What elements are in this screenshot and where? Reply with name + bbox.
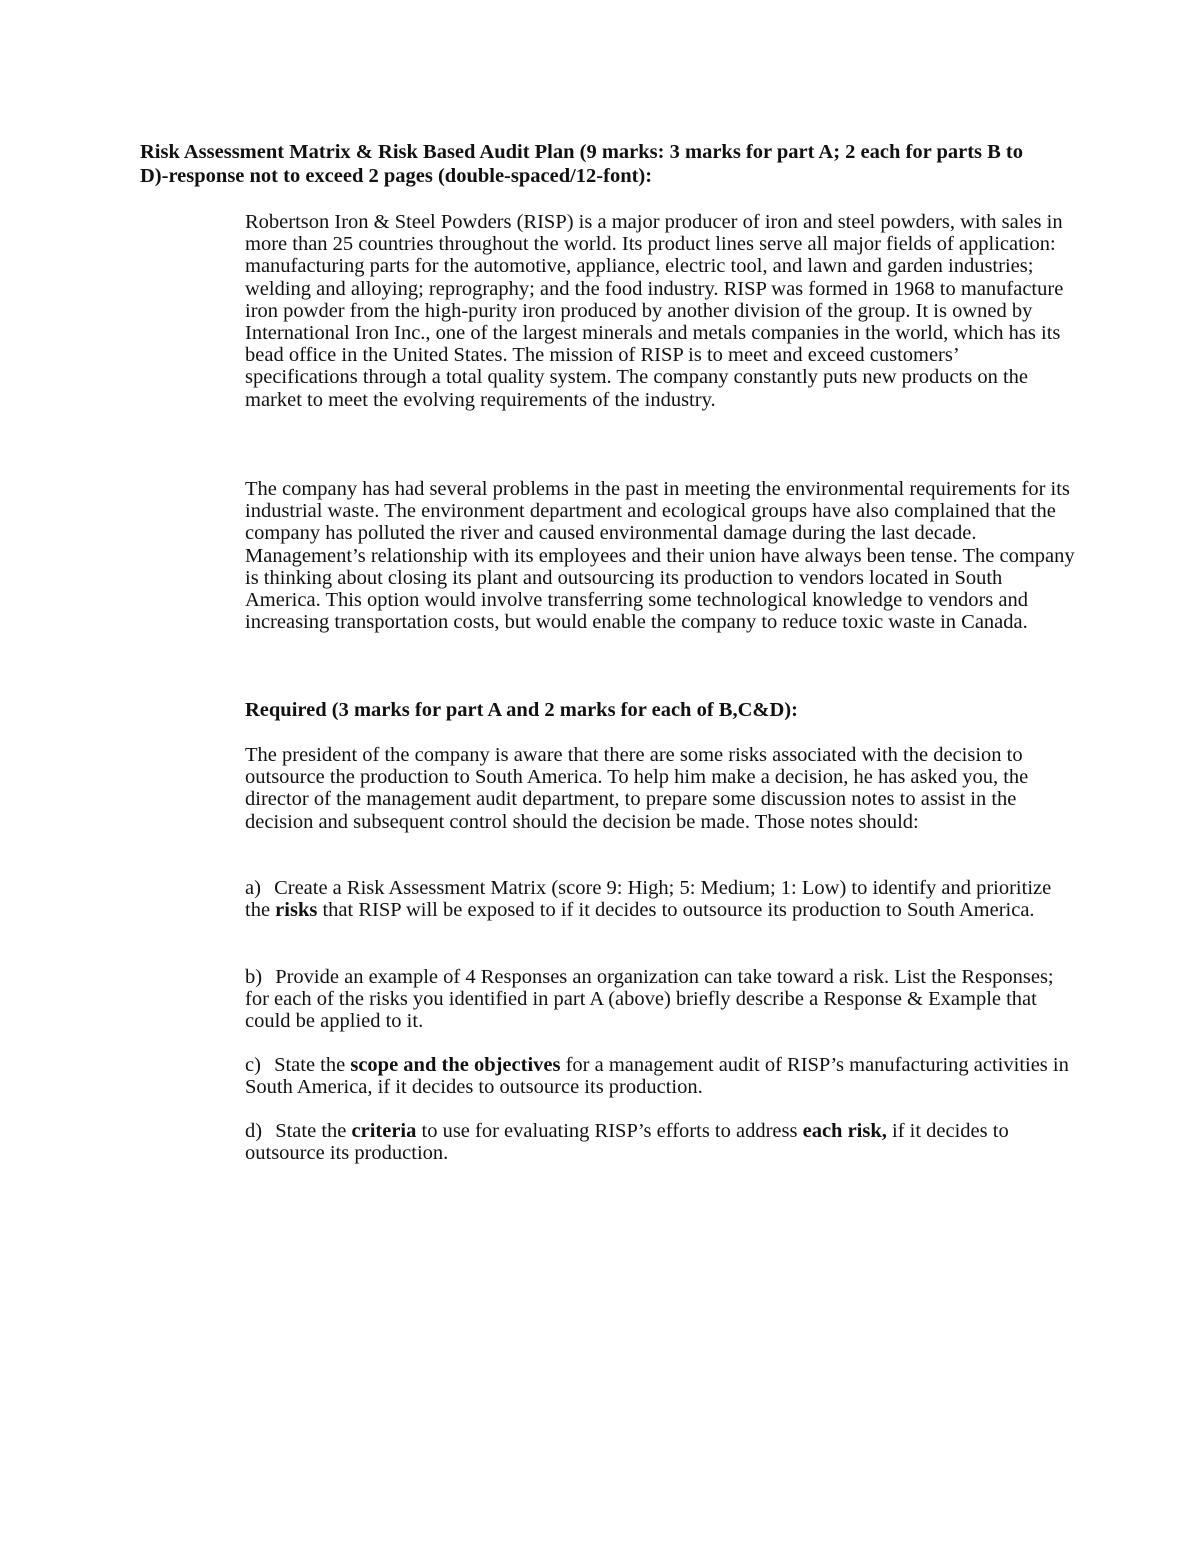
question-item-d: [245, 1120, 1075, 1164]
company-description-paragraph: Robertson Iron & Steel Powders (RISP) is a major producer of iron and steel powders, with sales in more than 25 countries throughout the world. Its product lines serve all major fields of application: manufacturing parts for the automotive, appliance, electric tool, and lawn and garden industries; welding and alloying; reprography; and the food industry. RISP was formed in 1968 to manufacture iron powder from the high-purity iron produced by another division of the group. It is owned by International Iron Inc., one of the largest minerals and metals companies in the world, which has its bead office in the United States. The mission of RISP is to meet and exceed customers’ specifications through a total quality system. The company constantly puts new products on the market to meet the evolving requirements of the industry.: [245, 211, 1064, 411]
item-emphasis: risks: [275, 899, 318, 922]
item-text: Create a Risk Assessment Matrix (score 9: High; 5: Medium; 1: Low) to identify and prioritize the: [245, 877, 1052, 922]
question-item-b: [245, 966, 1075, 1033]
environmental-issues-paragraph: The company has had several problems in the past in meeting the environmental requirements for its industrial waste. The environment department and ecological groups have also complained that the company has polluted the river and caused environmental damage during the last decade. Management’s relationship with its employees and their union have always been tense. The company is thinking about closing its plant and outsourcing its production to vendors located in South America. This option would involve transferring some technological knowledge to vendors and increasing transportation costs, but would enable the company to reduce toxic waste in Canada.: [245, 478, 1075, 634]
item-text: if it decides to outsource its production.: [245, 1120, 1009, 1165]
item-text: that RISP will be exposed to if it decides to outsource its production to South America.: [322, 899, 1035, 922]
item-emphasis: scope and the objectives: [350, 1054, 561, 1076]
item-text: State the: [274, 1054, 346, 1076]
question-item-a: [245, 877, 1075, 921]
item-label: d): [245, 1120, 263, 1142]
assignment-title: Risk Assessment Matrix & Risk Based Audit Plan (9 marks: 3 marks for part A; 2 each for parts B to D)-response not to exceed 2 pages (double-spaced/12-font):: [140, 141, 1024, 187]
item-emphasis: criteria: [351, 1120, 417, 1142]
item-text: to use for evaluating RISP’s efforts to address: [421, 1120, 798, 1142]
question-item-c: [245, 1054, 1075, 1098]
item-label: a): [245, 877, 261, 899]
required-heading: Required (3 marks for part A and 2 marks for each of B,C&D):: [245, 699, 798, 721]
item-emphasis: each risk,: [802, 1120, 887, 1142]
president-request-paragraph: The president of the company is aware that there are some risks associated with the decision to outsource the production to South America. To help him make a decision, he has asked you, the director of the management audit department, to prepare some discussion notes to assist in the decision and subsequent control should the decision be made. Those notes should:: [245, 744, 1029, 833]
item-label: c): [245, 1054, 261, 1076]
item-text: State the: [275, 1120, 347, 1142]
item-text: for a management audit of RISP’s manufacturing activities in South America, if it decides to outsource its production.: [245, 1054, 1069, 1099]
item-text: Provide an example of 4 Responses an organization can take toward a risk. List the Responses; for each of the risks you identified in part A (above) briefly describe a Response & Example that could be applied to it.: [245, 966, 1054, 1033]
item-label: b): [245, 966, 263, 988]
